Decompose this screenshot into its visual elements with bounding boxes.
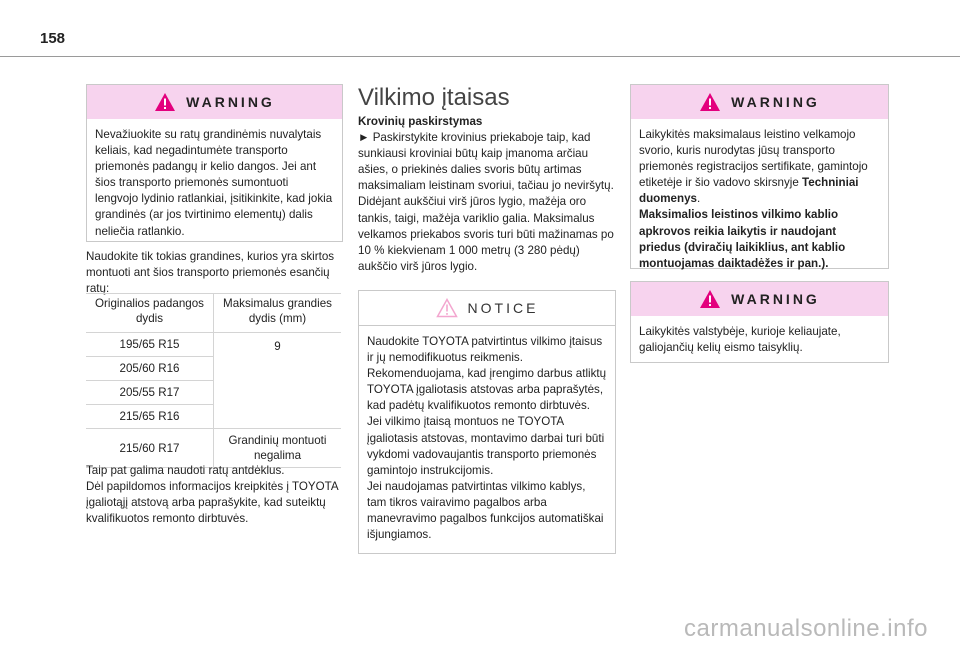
chains-intro [86, 249, 341, 297]
notice-text-2: Rekomenduojama, kad įrengimo darbus atliktų TOYOTA įgaliotasis atstovas arba paprašytės, kad padėtų kvalifikuotos remonto dirbtuvės. [367, 367, 607, 413]
table-cell-chain-size: Grandinių montuoti negalima [214, 429, 342, 468]
table-cell-tyre: 215/65 R16 [86, 405, 214, 429]
section-heading: Vilkimo įtaisas [358, 84, 510, 111]
warning-triangle-icon [699, 92, 721, 112]
warning-text-weight [639, 127, 880, 207]
warning-header [87, 85, 342, 119]
table-cell-tyre: 215/60 R17 [86, 429, 214, 468]
page-number: 158 [40, 30, 66, 47]
chains-intro-text: Naudokite tik tokias grandines, kurios yra skirtos montuoti ant šios transporto priemonės esančių ratų: [86, 250, 335, 296]
warning-box-traffic-rules [630, 281, 889, 363]
notice-text-3: Jei vilkimo įtaisą montuos ne TOYOTA įgaliotasis atstovas, montavimo darbai turi būti vykdomi vadovaujantis transporto priemonės gamintojo instrukcijomis. [367, 415, 605, 477]
altitude-paragraph: Didėjant aukščiui virš jūros lygio, mažėja oro tankis, taigi, mažėja variklio galia. Maksimalus velkamos priekabos svoris turi būti mažinamas po 10 % kiekvienam 1 000 metrų (3 280 pėdų) aukščio virš jūros lygio. [358, 195, 614, 273]
notice-text-4: Jei naudojamas patvirtintas vilkimo kablys, tam tikros vairavimo pagalbos arba manevravimo pagalbos funkcijos automatiškai išjungiamos. [367, 479, 604, 542]
table-cell-tyre: 205/60 R16 [86, 357, 214, 381]
warning-text-weight-c: . [696, 192, 701, 206]
header-divider [0, 56, 960, 57]
chains-outro-line1: Taip pat galima naudoti ratų antdėklus. [86, 464, 285, 477]
table-header-row [86, 294, 341, 333]
notice-header [359, 291, 615, 326]
table-cell-tyre: 205/55 R17 [86, 381, 214, 405]
table-header-tyre-size: Originalios padangos dydis [86, 294, 214, 333]
watermark: carmanualsonline.info [684, 615, 928, 642]
warning-box-towing-weight [630, 84, 889, 269]
technical-data-reference: Techniniai duomenys [639, 176, 859, 206]
chains-outro [86, 463, 346, 527]
notice-title: NOTICE [467, 300, 539, 316]
warning-text-hitch-load: Maksimalios leistinos vilkimo kablio apkrovos reikia laikytis ir naudojant priedus (dviračių laikiklius, ant kablio montuojamas daiktadėžes ir pan.). [639, 208, 846, 270]
notice-triangle-icon [436, 298, 458, 318]
warning-text-weight-a: Laikykitės maksimalaus leistino velkamojo svorio, kuris nurodytas jūsų transporto priemonės registracijos sertifikate, gamintojo etiketėje ir šio vadovo skirsnyje [639, 128, 868, 190]
warning-triangle-icon [154, 92, 176, 112]
table-row [86, 429, 341, 468]
warning-triangle-icon [699, 289, 721, 309]
load-distribution-text [358, 114, 616, 275]
notice-text-1: Naudokite TOYOTA patvirtintus vilkimo įtaisus ir jų nemodifikuotus reikmenis. [367, 335, 603, 365]
warning-box-chains [86, 84, 343, 242]
table-header-chain-size: Maksimalus grandies dydis (mm) [214, 294, 342, 333]
chain-size-table [86, 293, 341, 468]
warning-text: Nevažiuokite su ratų grandinėmis nuvalytais keliais, kad negadintumėte transporto priemonės padangų ir kelio dangos. Jei ant šios transporto priemonės sumontuoti lengvojo lydinio ratlankiai, įsitikinkite, kad jokia grandinės (ar jos tvirtinimo elementų) dalis neliečia ratlankio. [95, 128, 333, 238]
warning-title: WARNING [186, 94, 275, 110]
warning-header [631, 85, 888, 119]
load-distribution-bullet: ► Paskirstykite krovinius priekaboje taip, kad sunkiausi kroviniai būtų kaip įmanoma arčiau ašies, o priekinės dalies svoris būtų artimas maksimaliam leistinam svoriui, tačiau jo neviršytų. [358, 131, 614, 193]
warning-text-traffic: Laikykitės valstybėje, kurioje keliaujate, galiojančių kelių eismo taisyklių. [639, 325, 841, 355]
table-cell-chain-size: 9 [214, 333, 342, 429]
load-distribution-subheading: Krovinių paskirstymas [358, 115, 483, 128]
chains-outro-line2: Dėl papildomos informacijos kreipkitės į TOYOTA įgaliotąjį atstovą arba paprašykite, kad suteiktų kvalifikuotos remonto dirbtuvės. [86, 480, 338, 526]
warning-header [631, 282, 888, 316]
warning-title: WARNING [731, 291, 820, 307]
table-cell-tyre: 195/65 R15 [86, 333, 214, 357]
table-row [86, 333, 341, 357]
warning-title: WARNING [731, 94, 820, 110]
notice-box-towbar [358, 290, 616, 554]
